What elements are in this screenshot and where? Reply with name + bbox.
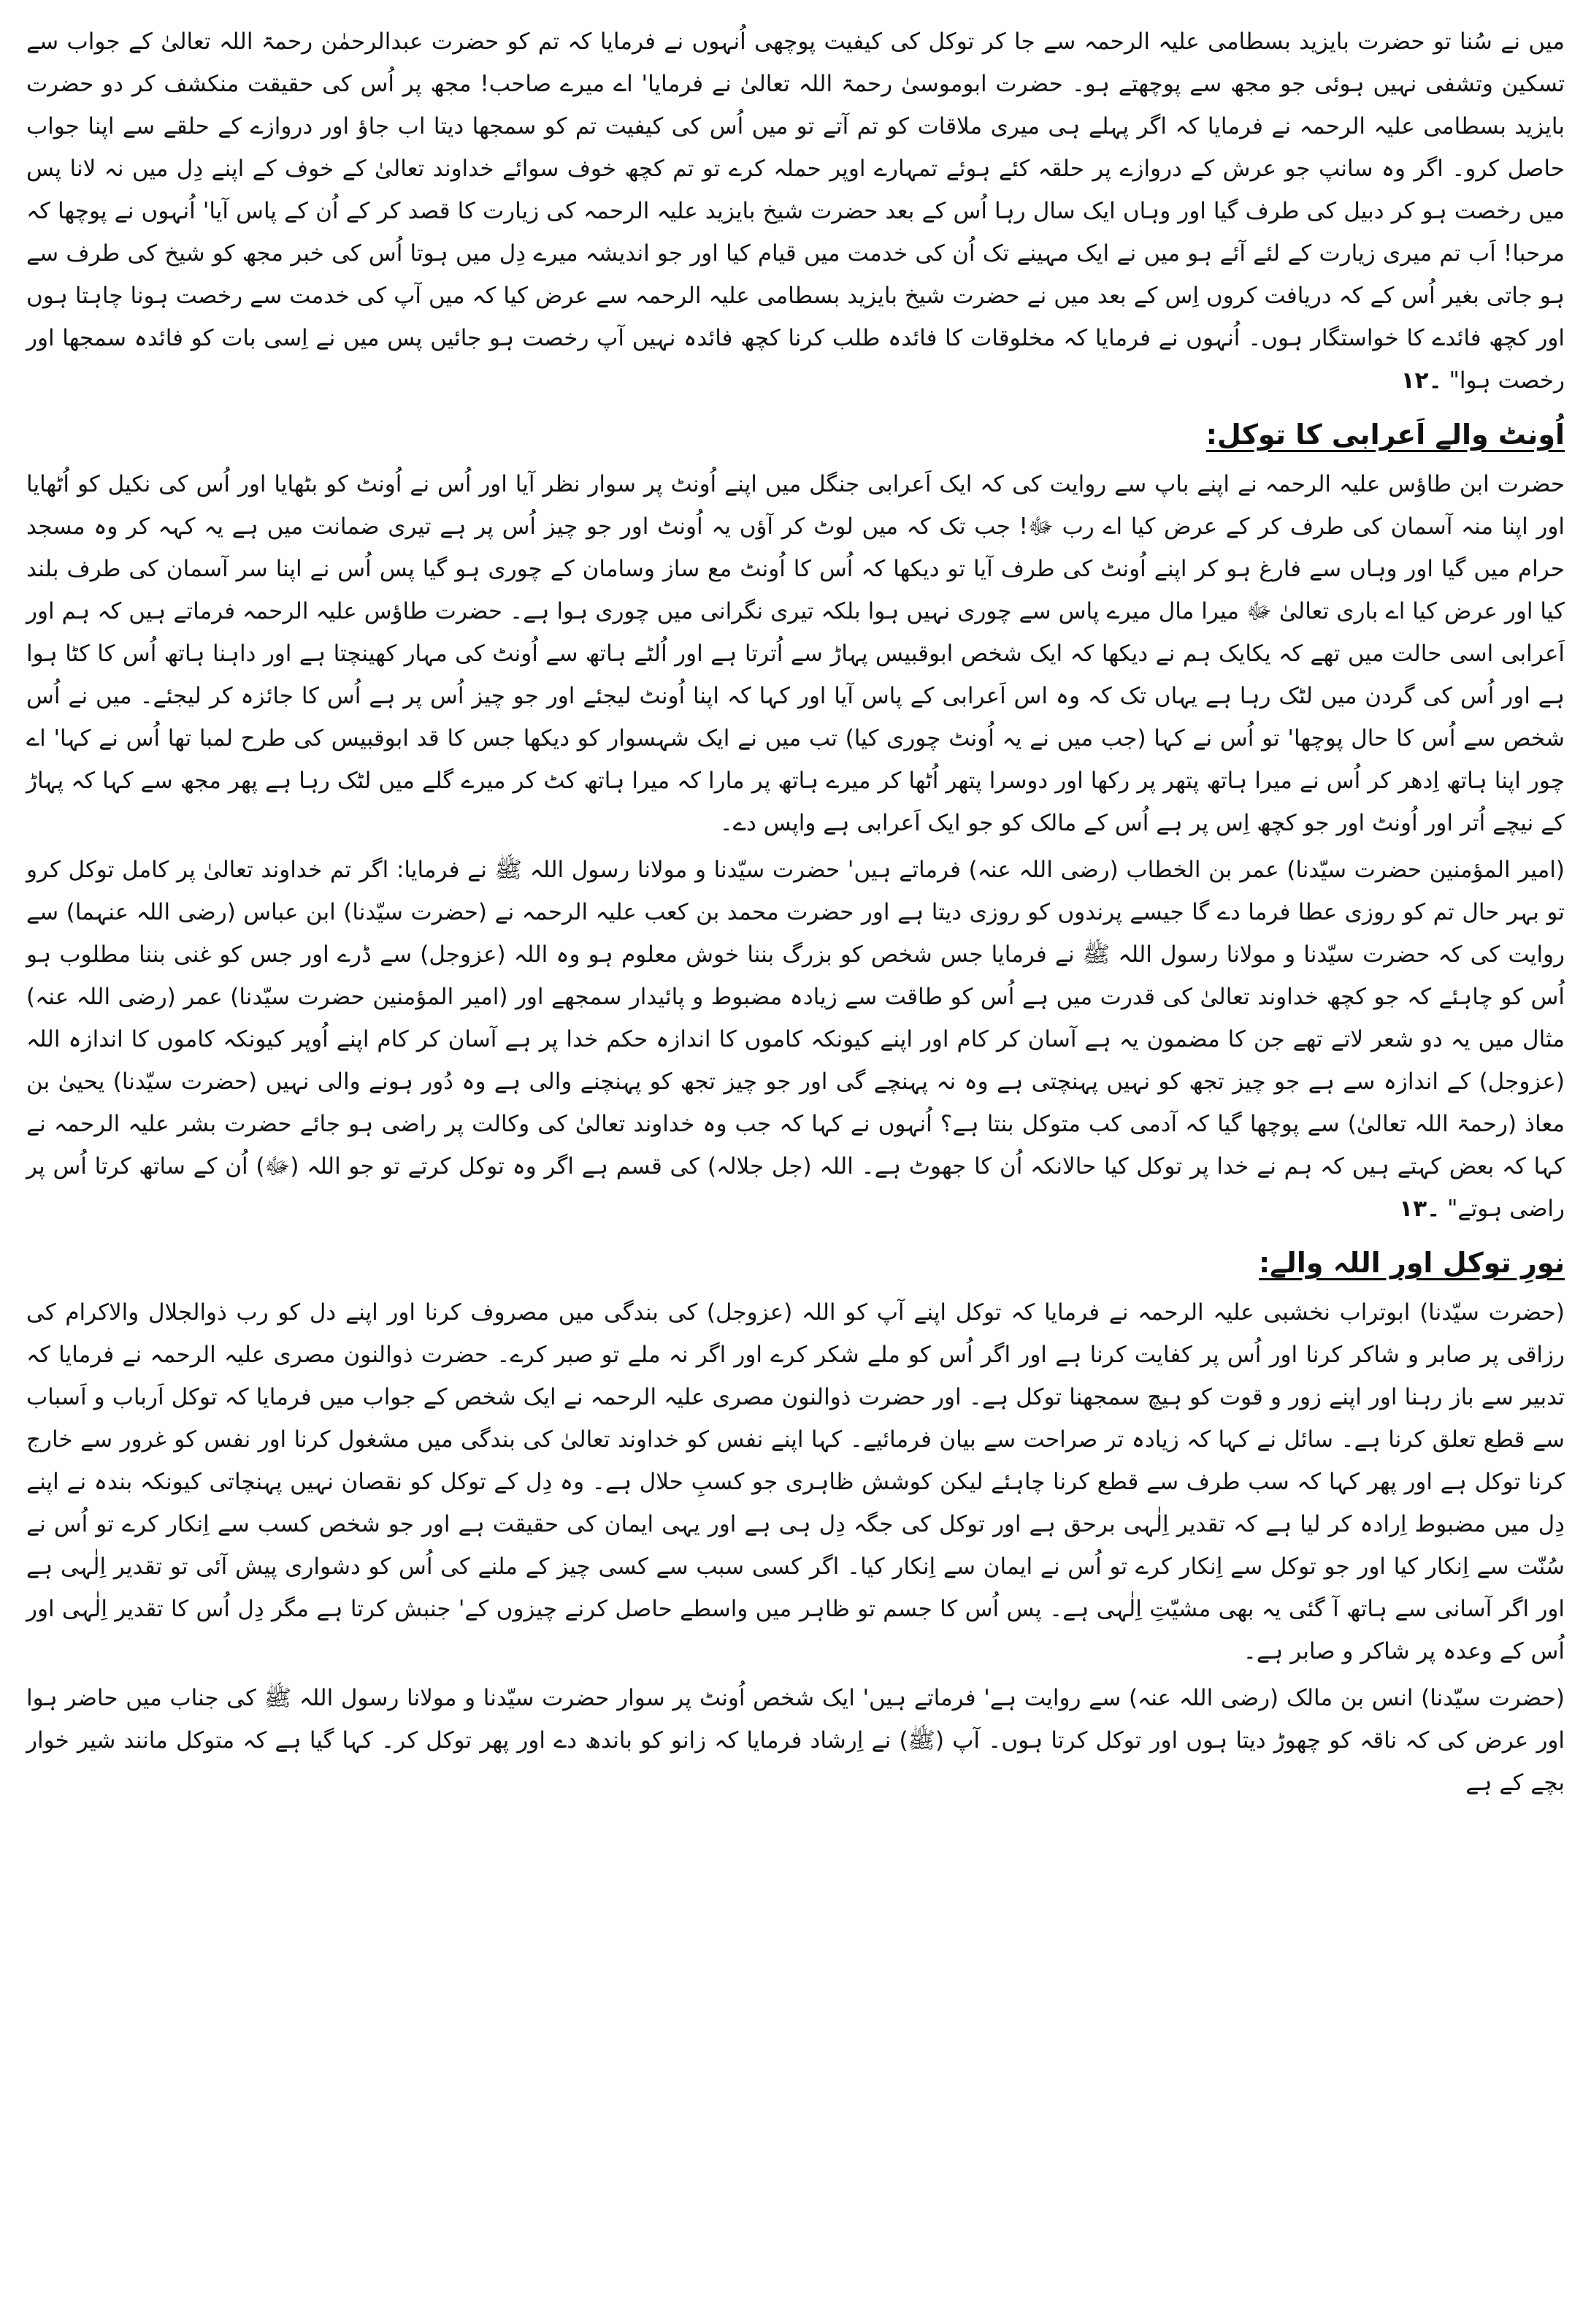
section-heading-camel-bedouin: اُونٹ والے اَعرابی کا توکل: [1205, 418, 1565, 451]
paragraph-camel-story: حضرت ابن طاؤس علیہ الرحمہ نے اپنے باپ سے روایت کی کہ ایک اَعرابی جنگل میں اپنے اُونٹ پر سوار نظر آیا اور اُس نے اُونٹ کو بٹھایا اور اُس کی نکیل کو اُٹھایا اور اپنا منہ آسمان کی طرف کر کے عرض کیا اے رب ﷻ! جب تک کہ میں لوٹ کر آؤں یہ اُونٹ اور جو چیز اُس پر ہے تیری ضمانت میں ہے یہ کہہ کر وہ مسجد حرام میں گیا اور وہاں سے فارغ ہو کر اپنے اُونٹ کی طرف آیا تو دیکھا کہ اُس کا اُونٹ مع ساز وسامان کے چوری ہو گیا پس اُس نے اپنا سر آسمان کی طرف بلند کیا اور عرض کیا اے باری تعالیٰ ﷻ میرا مال میرے پاس سے چوری نہیں ہوا بلکہ تیری نگرانی میں چوری ہوا ہے۔ حضرت طاؤس علیہ الرحمہ فرماتے ہیں کہ ہم اور اَعرابی اسی حالت میں تھے کہ یکایک ہم نے دیکھا کہ ایک شخص ابوقبیس پہاڑ سے اُترتا ہے اور اُلٹے ہاتھ سے اُونٹ کی مہار کھینچتا ہے اور داہنا ہاتھ اُس کا کٹا ہوا ہے اور اُس کی گردن میں لٹک رہا ہے یہاں تک کہ وہ اس اَعرابی کے پاس آیا اور کہا کہ اپنا اُونٹ لیجئے اور جو چیز اُس پر ہے اُس کا جائزہ کر لیجئے۔ میں نے اُس شخص سے اُس کا حال پوچھا' تو اُس نے کہا (جب میں نے یہ اُونٹ چوری کیا) تب میں نے ایک شہسوار کو دیکھا جس کا قد ابوقبیس کی طرح لمبا تھا اُس نے کہا' اے چور اپنا ہاتھ اِدھر کر اُس نے میرا ہاتھ پتھر پر رکھا اور دوسرا پتھر اُٹھا کر میرے ہاتھ پر مارا کہ میرا ہاتھ کٹ کر میرے گلے میں لٹک رہا ہے پھر مجھ سے کہا کہ پہاڑ کے نیچے اُتر اور اُونٹ اور جو کچھ اِس پر ہے اُس کے مالک کو جو ایک اَعرابی ہے واپس دے۔ [26, 471, 1565, 836]
paragraph-abu-turab: (حضرت سیّدنا) ابوتراب نخشبی علیہ الرحمہ نے فرمایا کہ توکل اپنے آپ کو اللہ (عزوجل) کی بندگی میں مصروف کرنا اور اپنے دل کو رب ذوالجلال والاکرام کی رزاقی پر صابر و شاکر کرنا اور اُس پر کفایت کرنا ہے اور اگر اُس کو ملے شکر کرے اور اگر نہ ملے تو صبر کرے۔ حضرت ذوالنون مصری علیہ الرحمہ نے فرمایا کہ تدبیر سے باز رہنا اور اپنے زور و قوت کو ہیچ سمجھنا توکل ہے۔ اور حضرت ذوالنون مصری علیہ الرحمہ نے ایک شخص کے جواب میں فرمایا کہ توکل اَرباب و اَسباب سے قطع تعلق کرنا ہے۔ سائل نے کہا کہ زیادہ تر صراحت سے بیان فرمائیے۔ کہا اپنے نفس کو خداوند تعالیٰ کی بندگی میں مشغول کرنا اور نفس کو غرور سے خارج کرنا توکل ہے اور پھر کہا کہ سب طرف سے قطع کرنا چاہئے لیکن کوشش ظاہری جو کسبِ حلال ہے۔ وہ دِل کے توکل کو نقصان نہیں پہنچاتی کیونکہ بندہ نے اپنے دِل میں مضبوط اِرادہ کر لیا ہے کہ تقدیر اِلٰہی برحق ہے اور توکل کی جگہ دِل ہی ہے اور یہی ایمان کی حقیقت ہے اور جو شخص کسب سے اِنکار کرے تو اُس نے سُنّت سے اِنکار کیا اور جو توکل سے اِنکار کرے تو اُس نے ایمان سے اِنکار کیا۔ اگر کسی سبب سے کسی چیز کے ملنے کی اُس کو دشواری پیش آئی تو تقدیر اِلٰہی ہے اور اگر آسانی سے ہاتھ آ گئی یہ بھی مشیّتِ اِلٰہی ہے۔ پس اُس کا جسم تو ظاہر میں واسطے حاصل کرنے چیزوں کے' جنبش کرتا ہے مگر دِل اُس کا تقدیر اِلٰہی اور اُس کے وعدہ پر شاکر و صابر ہے۔ [26, 1299, 1565, 1664]
footnote-reference: ۔۱۲ [1400, 367, 1442, 394]
section-heading-noor-tawakkul: نورِ توکل اور اللہ والے: [1259, 1247, 1565, 1279]
footnote-reference: ۔۱۳ [1399, 1196, 1441, 1222]
paragraph-bayazid-tawakkul [26, 20, 1565, 402]
paragraph-text: (امیر المؤمنین حضرت سیّدنا) عمر بن الخطاب (رضی اللہ عنہ) فرماتے ہیں' حضرت سیّدنا و مولانا رسول اللہ ﷺ نے فرمایا: اگر تم خداوند تعالیٰ پر کامل توکل کرو تو بہر حال تم کو روزی عطا فرما دے گا جیسے پرندوں کو روزی دیتا ہے اور حضرت محمد بن کعب علیہ الرحمہ نے (حضرت سیّدنا) ابن عباس (رضی اللہ عنہما) سے روایت کی کہ حضرت سیّدنا و مولانا رسول اللہ ﷺ نے فرمایا جس شخص کو بزرگ بننا خوش معلوم ہو وہ اللہ (عزوجل) سے ڈرے اور جس کو غنی بننا مطلوب ہو اُس کو چاہئے کہ جو کچھ خداوند تعالیٰ کی قدرت میں ہے اُس کو طاقت سے زیادہ مضبوط و پائیدار سمجھے اور (امیر المؤمنین حضرت سیّدنا) عمر (رضی اللہ عنہ) مثال میں یہ دو شعر لاتے تھے جن کا مضمون یہ ہے آسان کر کام اور اپنے کیونکہ کاموں کا اندازہ حکم خدا پر ہے آسان کر کام اپنے اُوپر کیونکہ کاموں کا اندازہ اللہ (عزوجل) کے اندازہ سے ہے جو چیز تجھ کو نہیں پہنچتی ہے وہ نہ پہنچے گی اور جو چیز تجھ کو پہنچنے والی ہے وہ دُور ہونے والی نہیں (حضرت سیّدنا) یحییٰ بن معاذ (رحمۃ اللہ تعالیٰ) سے پوچھا گیا کہ آدمی کب متوکل بنتا ہے؟ اُنہوں نے کہا کہ جب وہ خداوند تعالیٰ کی وکالت پر راضی ہو جائے حضرت بشر علیہ الرحمہ نے کہا کہ بعض کہتے ہیں کہ ہم نے خدا پر توکل کیا حالانکہ اُن کا جھوٹ ہے۔ اللہ (جل جلالہ) کی قسم ہے اگر وہ توکل کرتے تو جو اللہ (ﷻ) اُن کے ساتھ کرتا اُس پر راضی ہوتے" [26, 857, 1565, 1222]
paragraph-anas-hadith: (حضرت سیّدنا) انس بن مالک (رضی اللہ عنہ) سے روایت ہے' فرماتے ہیں' ایک شخص اُونٹ پر سوار حضرت سیّدنا و مولانا رسول اللہ ﷺ کی جناب میں حاضر ہوا اور عرض کی کہ ناقہ کو چھوڑ دیتا ہوں اور توکل کرتا ہوں۔ آپ (ﷺ) نے اِرشاد فرمایا کہ زانو کو باندھ دے اور پھر توکل کر۔ کہا گیا ہے کہ متوکل مانند شیر خوار بچے کے ہے [26, 1685, 1565, 1796]
paragraph-text: میں نے سُنا تو حضرت بایزید بسطامی علیہ الرحمہ سے جا کر توکل کی کیفیت پوچھی اُنہوں نے فرمایا کہ تم کو حضرت عبدالرحمٰن رحمۃ اللہ تعالیٰ کے جواب سے تسکین وتشفی نہیں ہوئی جو مجھ سے پوچھتے ہو۔ حضرت ابوموسیٰ رحمۃ اللہ تعالیٰ نے فرمایا' اے میرے صاحب! مجھ پر اُس کی حقیقت منکشف کر دو حضرت بایزید بسطامی علیہ الرحمہ نے فرمایا کہ اگر پہلے ہی میری ملاقات کو تم آتے تو میں اُس کی کیفیت تم کو سمجھا دیتا اب جاؤ اور دروازے کے حلقے سے اپنا جواب حاصل کرو۔ اگر وہ سانپ جو عرش کے دروازے پر حلقہ کئے ہوئے تمہارے اوپر حملہ کرے تو تم کچھ خوف سوائے خداوند تعالیٰ کے خوف کے اپنے دِل میں نہ لانا پس میں رخصت ہو کر دبیل کی طرف گیا اور وہاں ایک سال رہا اُس کے بعد حضرت شیخ بایزید علیہ الرحمہ کی زیارت کا قصد کر کے اُن کے پاس آیا' اُنہوں نے پوچھا کہ مرحبا! اَب تم میری زیارت کے لئے آئے ہو میں نے ایک مہینے تک اُن کی خدمت میں قیام کیا اور جو اندیشہ میرے دِل میں ہوتا اُس کی خبر مجھ کو شیخ کی طرف سے ہو جاتی بغیر اُس کے کہ دریافت کروں اِس کے بعد میں نے حضرت شیخ بایزید بسطامی علیہ الرحمہ سے عرض کیا کہ میں آپ کی خدمت سے رخصت ہونا چاہتا ہوں اور کچھ فائدے کا خواستگار ہوں۔ اُنہوں نے فرمایا کہ مخلوقات کا فائدہ طلب کرنا کچھ فائدہ نہیں آپ رخصت ہو جائیں پس میں نے اِسی بات کو فائدہ سمجھا اور رخصت ہوا" [26, 28, 1565, 394]
paragraph-umar-hadith [26, 849, 1565, 1230]
